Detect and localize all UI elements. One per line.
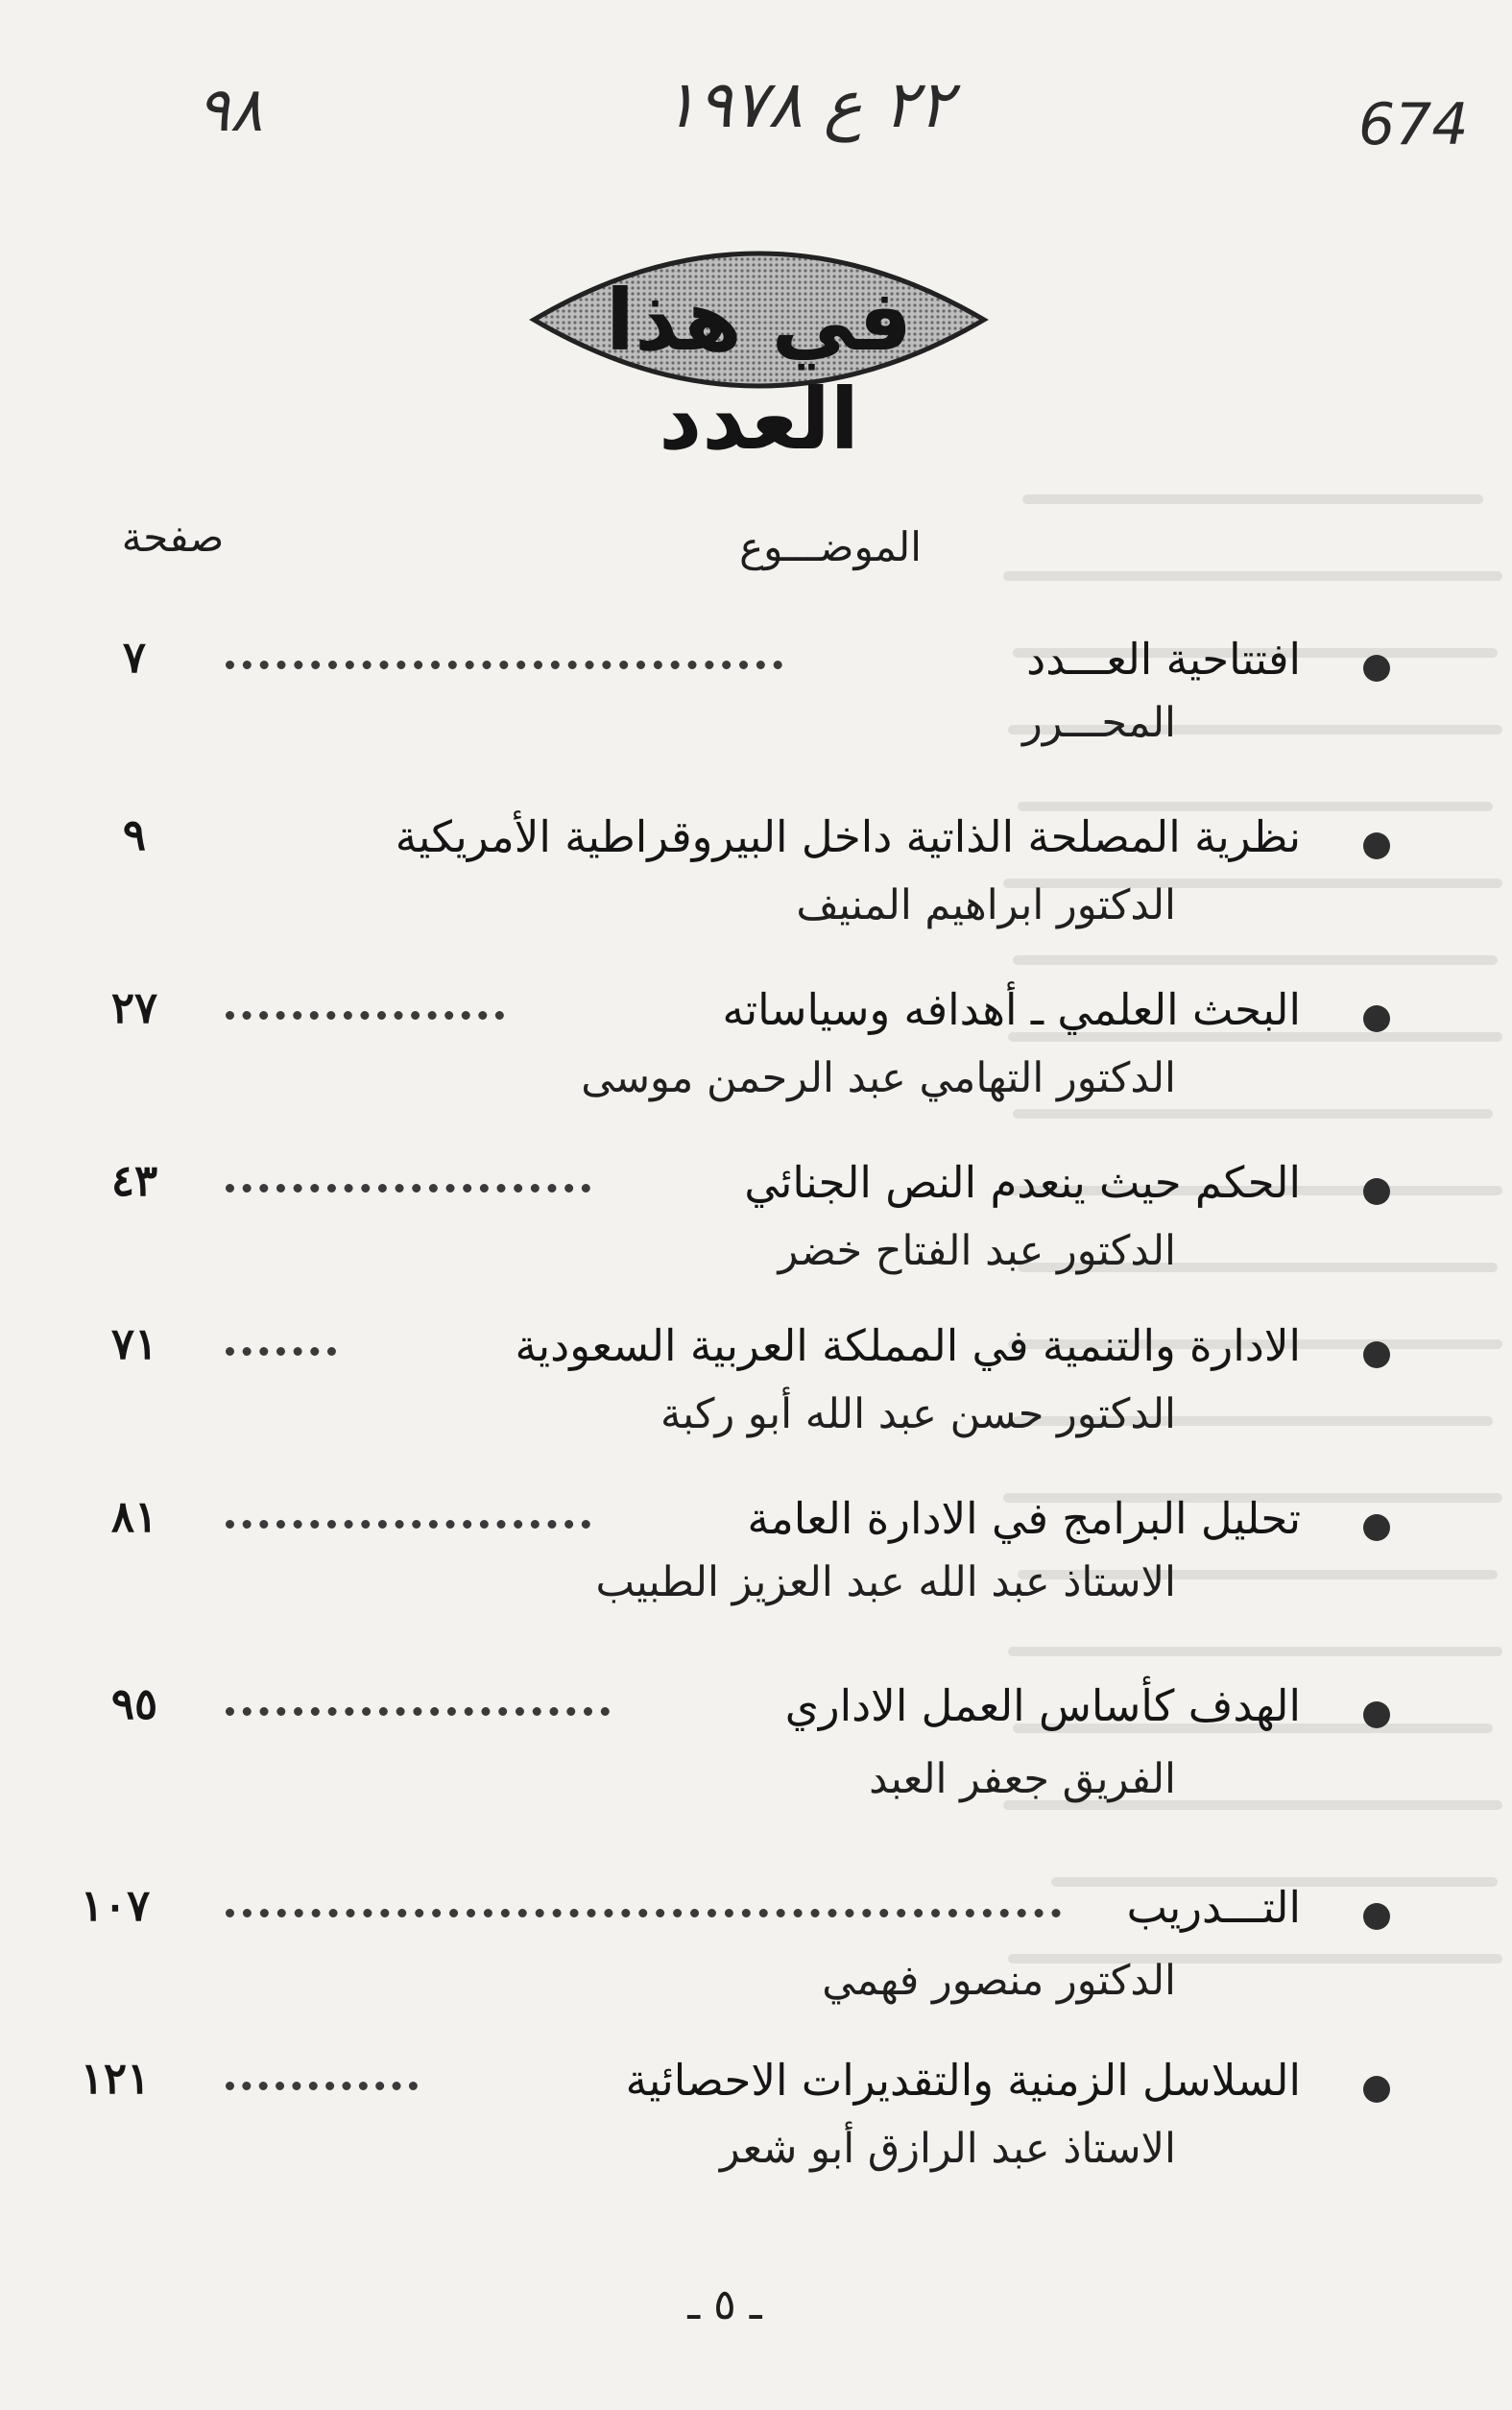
dot-leader xyxy=(226,1347,336,1356)
footer-page-number: ـ ٥ ـ xyxy=(687,2280,762,2329)
bullet-icon xyxy=(1363,832,1390,859)
dot-leader xyxy=(226,1520,590,1529)
dot-leader xyxy=(226,1184,590,1193)
entry-author: الدكتور عبد الفتاح خضر xyxy=(778,1227,1176,1275)
bullet-icon xyxy=(1363,1178,1390,1205)
topic-column-header: الموضـــوع xyxy=(739,523,922,570)
emblem-title: في هذا العدد xyxy=(605,271,913,469)
entry-author: الدكتور التهامي عبد الرحمن موسى xyxy=(581,1054,1176,1102)
entry-author: الدكتور ابراهيم المنيف xyxy=(796,881,1176,929)
entry-title: الهدف كأساس العمل الاداري xyxy=(784,1680,1301,1731)
page-column-header: صفحة xyxy=(121,514,225,561)
entry-author: المحـــرر xyxy=(1022,699,1176,747)
bullet-icon xyxy=(1363,2076,1390,2103)
handwritten-issue-date: ٢٢ ع ١٩٧٨ xyxy=(662,67,953,143)
entry-page-number[interactable]: ١٠٧ xyxy=(80,1880,151,1931)
entry-author: الدكتور منصور فهمي xyxy=(822,1957,1176,2005)
entry-title: الحكم حيث ينعدم النص الجنائي xyxy=(744,1157,1301,1208)
handwritten-number-left: ٩٨ xyxy=(197,75,263,146)
entry-title: تحليل البرامج في الادارة العامة xyxy=(747,1493,1301,1544)
entry-title: نظرية المصلحة الذاتية داخل البيروقراطية الأمريكية xyxy=(395,811,1301,862)
entry-title: التـــدريب xyxy=(1126,1882,1301,1933)
dot-leader xyxy=(226,661,782,669)
bullet-icon xyxy=(1363,1341,1390,1368)
entry-page-number[interactable]: ٨١ xyxy=(110,1491,158,1542)
entry-author: الفريق جعفر العبد xyxy=(869,1755,1176,1803)
entry-page-number[interactable]: ٧ xyxy=(122,632,147,683)
dot-leader xyxy=(226,2082,418,2090)
entry-page-number[interactable]: ٩٥ xyxy=(110,1678,158,1729)
entry-title: افتتاحية العـــدد xyxy=(1026,634,1301,685)
entry-author: الاستاذ عبد الرازق أبو شعر xyxy=(719,2125,1176,2173)
entry-page-number[interactable]: ٧١ xyxy=(110,1318,158,1369)
bullet-icon xyxy=(1363,1701,1390,1728)
entry-page-number[interactable]: ٤٣ xyxy=(110,1155,158,1206)
bullet-icon xyxy=(1363,1005,1390,1032)
entry-title: السلاسل الزمنية والتقديرات الاحصائية xyxy=(625,2055,1301,2106)
entry-author: الاستاذ عبد الله عبد العزيز الطبيب xyxy=(595,1558,1176,1606)
entry-title: الادارة والتنمية في المملكة العربية السعودية xyxy=(515,1320,1301,1371)
bullet-icon xyxy=(1363,1514,1390,1541)
entry-title: البحث العلمي ـ أهدافه وسياساته xyxy=(722,984,1301,1035)
dot-leader xyxy=(226,1707,610,1716)
entry-page-number[interactable]: ١٢١ xyxy=(80,2053,151,2104)
dot-leader xyxy=(226,1011,504,1020)
bullet-icon xyxy=(1363,655,1390,682)
handwritten-number-right: 674 xyxy=(1358,91,1469,158)
dot-leader xyxy=(226,1909,1061,1917)
bullet-icon xyxy=(1363,1903,1390,1930)
entry-page-number[interactable]: ٢٧ xyxy=(110,982,158,1033)
entry-page-number[interactable]: ٩ xyxy=(122,809,147,860)
entry-author: الدكتور حسن عبد الله أبو ركبة xyxy=(660,1390,1176,1438)
